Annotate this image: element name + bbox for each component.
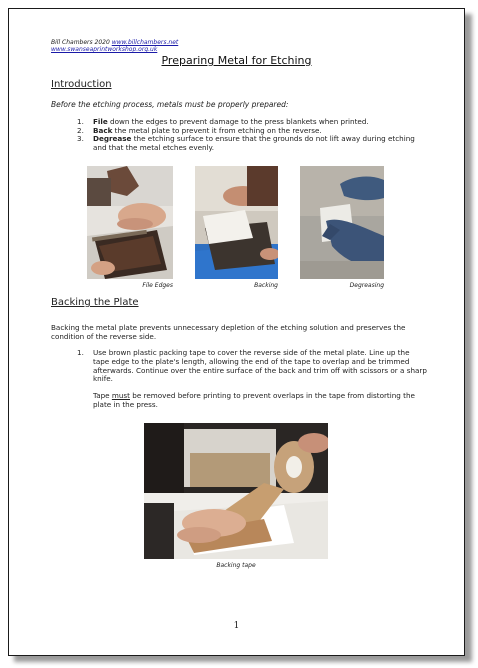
note-emphasis: must bbox=[111, 391, 130, 400]
caption-file-edges: File Edges bbox=[142, 282, 173, 289]
step-number: 1. bbox=[77, 117, 84, 126]
caption-degreasing: Degreasing bbox=[349, 282, 384, 289]
step-number: 1. bbox=[77, 348, 84, 357]
backing-heading: Backing the Plate bbox=[51, 297, 139, 308]
step-text: Use brown plastic packing tape to cover the reverse side of the metal plate. Line up the tape edge to the plate's length, allowing the end of the tape to overlap and be trimmed afterwards. Continue over the entire surface of the back and trim off with scissors or a sharp knife. bbox=[93, 348, 427, 384]
author-text: Bill Chambers 2020 bbox=[51, 39, 112, 46]
step-text: the etching surface to ensure that the grounds do not lift away during etching and that the metal etches evenly. bbox=[93, 134, 415, 152]
tape-removal-note bbox=[93, 392, 423, 410]
document-page bbox=[8, 8, 465, 656]
author-link[interactable]: www.billchambers.net bbox=[111, 39, 179, 46]
degreasing-photo bbox=[300, 166, 384, 279]
backing-photo bbox=[195, 166, 278, 279]
step-number: 2. bbox=[77, 125, 84, 135]
step-term: File bbox=[93, 117, 108, 126]
step-degrease bbox=[77, 135, 417, 152]
note-text: be removed before printing to prevent overlaps in the tape from distorting the plate in the press. bbox=[93, 391, 415, 409]
file-edges-photo bbox=[87, 166, 173, 279]
preparation-steps bbox=[77, 118, 417, 152]
step-text: down the edges to prevent damage to the press blankets when printed. bbox=[107, 117, 369, 126]
backing-step bbox=[77, 349, 427, 384]
introduction-heading: Introduction bbox=[51, 79, 112, 90]
caption-backing: Backing bbox=[254, 282, 278, 289]
caption-backing-tape: Backing tape bbox=[216, 562, 256, 569]
step-number: 3. bbox=[77, 134, 84, 144]
backing-tape-photo bbox=[144, 423, 328, 559]
introduction-note: Before the etching process, metals must be properly prepared: bbox=[51, 100, 289, 109]
page-number: 1 bbox=[233, 621, 240, 631]
backing-paragraph: Backing the metal plate prevents unnecessary depletion of the etching solution and preserves the condition of the reverse side. bbox=[51, 323, 406, 341]
note-text: Tape bbox=[93, 391, 112, 400]
step-text: the metal plate to prevent it from etching on the reverse. bbox=[112, 125, 322, 135]
step-term: Back bbox=[93, 125, 113, 135]
page-title: Preparing Metal for Etching bbox=[161, 54, 312, 67]
author-header bbox=[51, 39, 178, 53]
workshop-link[interactable]: www.swanseaprintworkshop.org.uk bbox=[51, 46, 158, 53]
step-term: Degrease bbox=[93, 134, 132, 144]
